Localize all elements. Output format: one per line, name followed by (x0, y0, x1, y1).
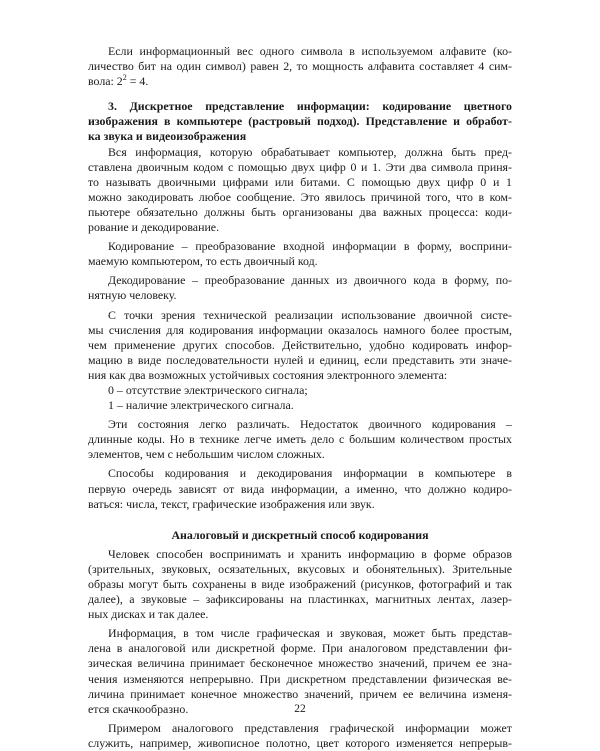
text-line: Информация, в том числе графическая и звуковая, может быть представ- (108, 626, 512, 641)
page-body (88, 44, 512, 751)
text-line: Кодирование – преобразование входной информации в форму, восприни- (108, 239, 512, 254)
text-fragment: вола: 2 (88, 74, 123, 89)
paragraph-coding-methods (88, 466, 512, 511)
text-line: Если информационный вес одного символа в используемом алфавите (ко- (108, 44, 512, 58)
text-line: 1 – наличие электрического сигнала. (108, 398, 294, 413)
text-line: рование и декодирование. (88, 220, 220, 235)
text-line: ния как два возможных устойчивых состояния электронного элемента: (88, 367, 448, 382)
text-line: ставлена двоичным кодом с помощью двух цифр 0 и 1. Эти два символа приня- (88, 159, 512, 174)
text-line: личина принимает конечное множество значений, причем ее величина изменя- (88, 686, 512, 701)
heading-line: 3. Дискретное представление информации: кодирование цветного (108, 99, 512, 114)
text-line: маемую компьютером, то есть двоичный код. (88, 254, 318, 269)
list-item-zero (88, 383, 512, 398)
text-line: 0 – отсутствие электрического сигнала; (108, 382, 308, 397)
text-line: Эти состояния легко различать. Недостаток двоичного кодирования – (108, 417, 512, 432)
heading-line: Аналоговый и дискретный способ кодирования (171, 527, 429, 542)
text-line: Человек способен воспринимать и хранить информацию в форме образов (108, 546, 512, 561)
text-fragment: = 4. (126, 74, 149, 89)
paragraph-encoding-definition (88, 239, 512, 269)
section-heading-analog-discrete (88, 528, 512, 543)
text-line (88, 74, 512, 89)
text-line: Примером аналогового представления графической информации может (108, 720, 512, 735)
text-line: ных дисках и так далее. (88, 607, 209, 622)
text-line: чения изменяются непрерывно. При дискретном представлении физическая ве- (88, 671, 512, 686)
heading-line: ка звука и видеоизображения (88, 129, 247, 144)
paragraph-human-perception (88, 547, 512, 622)
page-number: 22 (294, 703, 306, 715)
exponent: 2 (122, 73, 127, 83)
text-line: первую очередь зависят от вида информации, а именно, что должно кодиро- (88, 481, 512, 496)
paragraph-binary-code (88, 145, 512, 236)
text-line: (зрительных, звуковых, осязательных, вкусовых и обонятельных). Зрительные (88, 561, 512, 576)
text-line: лена в аналоговой или дискретной форме. При аналоговом представлении фи- (88, 641, 512, 656)
text-line: служить, например, живописное полотно, цвет которого изменяется непрерыв- (88, 735, 512, 750)
list-item-one (88, 398, 512, 413)
text-line: ется скачкообразно. (88, 701, 189, 716)
text-line: то называть двоичными цифрами или битами. С помощью двух цифр 0 и 1 (88, 174, 512, 189)
heading-line: изображения в компьютере (растровый подход). Представление и обработ- (88, 114, 512, 129)
paragraph-decoding-definition (88, 273, 512, 303)
text-line: Вся информация, которую обрабатывает компьютер, должна быть пред- (108, 144, 512, 159)
text-line: ваться: числа, текст, графические изображения или звук. (88, 496, 375, 511)
text-line: нятную человеку. (88, 288, 177, 303)
section-heading-3 (88, 99, 512, 144)
text-line: личество бит на один символ) равен 2, то мощность алфавита составляет 4 сим- (88, 59, 512, 74)
text-line: образы могут быть сохранены в виде изображений (рисунков, фотографий и так (88, 577, 512, 591)
text-line: чем применение других способов. Действительно, удобно кодировать инфор- (88, 337, 512, 352)
text-line: Способы кодирования и декодирования информации в компьютере в (108, 466, 512, 481)
text-line: можно закодировать любое сообщение. Это явилось причиной того, что в ком- (88, 189, 512, 204)
text-line: зическая величина принимает бесконечное множество значений, причем ее зна- (88, 656, 512, 671)
text-line: С точки зрения технической реализации использование двоичной систе- (108, 307, 512, 322)
text-line: далее), а звуковые – зафиксированы на пластинках, магнитных лентах, лазер- (88, 592, 512, 607)
text-line: элементов, чем с небольшим числом сложных. (88, 447, 325, 462)
text-line: Декодирование – преобразование данных из двоичного кода в форму, по- (108, 273, 512, 288)
paragraph-technical-realization (88, 308, 512, 383)
text-line: пьютере обязательно должны быть организованы два важных процесса: коди- (88, 204, 512, 219)
text-line: длинные коды. Но в технике легче иметь дело с большим количеством простых (88, 432, 512, 447)
text-line: мы счисления для кодирования информации оказалось намного более простым, (88, 322, 512, 337)
text-line: мацию в виде последовательности нулей и единиц, если представить эти значе- (88, 352, 512, 367)
paragraph-binary-drawback (88, 417, 512, 462)
paragraph-analog-example (88, 721, 512, 751)
paragraph-alphabet-power (88, 44, 512, 89)
